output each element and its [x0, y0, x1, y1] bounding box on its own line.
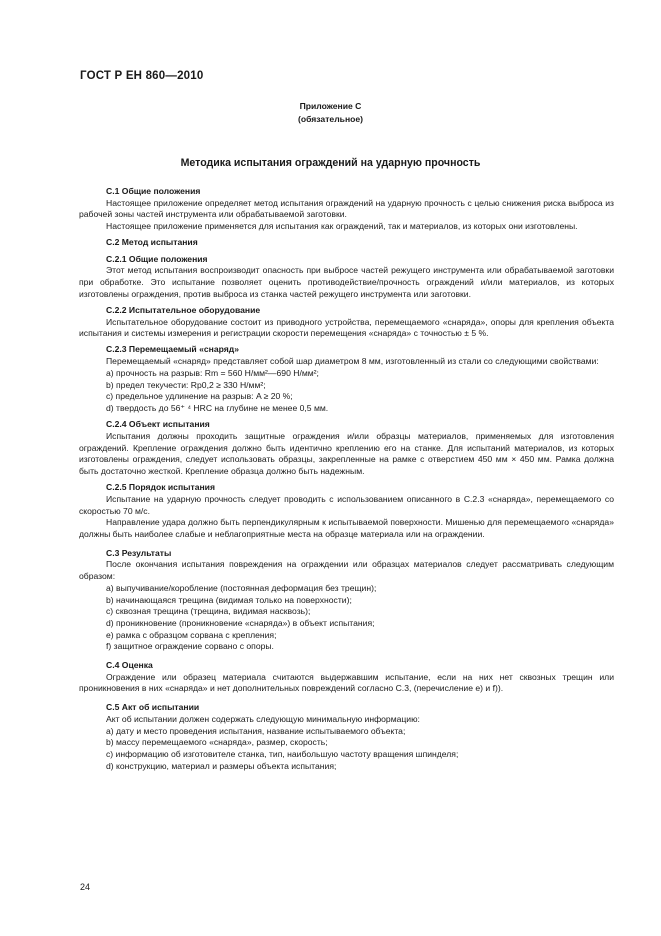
subsection-heading-c2-2: С.2.2 Испытательное оборудование — [106, 304, 261, 315]
list-item: f) защитное ограждение сорвано с опоры. — [106, 641, 274, 652]
paragraph: Этот метод испытания воспроизводит опасность при выбросе частей режущего инструмента или обрабатываемой заготовки при обработке. Это испытание позволяет оценить противодействие/прочность ограждений и/или материалов, из которых изготовлены ограждения, против выброса из станка частей режущего инструмента или заготовки. — [79, 265, 614, 299]
paragraph: Ограждение или образец материала считаются выдержавшим испытание, если на них нет сквозных трещин или проникновения в них «снаряда» и нет дополнительных повреждений согласно С.3, (перечисление е) и f)). — [79, 671, 614, 694]
list-item: c) сквозная трещина (трещина, видимая насквозь); — [106, 606, 311, 617]
list-item: d) проникновение (проникновение «снаряда») в объект испытания; — [106, 617, 375, 628]
list-item: b) предел текучести: Rp0,2 ≥ 330 Н/мм²; — [106, 379, 266, 390]
appendix-status: (обязательное) — [297, 114, 364, 124]
paragraph: После окончания испытания повреждения на ограждении или образцах материалов следует рассматривать следующим образом: — [79, 559, 614, 582]
list-item: b) массу перемещаемого «снаряда», размер, скорость; — [106, 737, 328, 748]
page-number: 24 — [80, 882, 91, 892]
section-heading-c3: С.3 Результаты — [106, 547, 172, 558]
subsection-heading-c2-3: С.2.3 Перемещаемый «снаряд» — [106, 344, 240, 355]
list-item: c) информацию об изготовителе станка, тип, наибольшую частоту вращения шпинделя; — [106, 748, 459, 759]
list-item: a) дату и место проведения испытания, название испытываемого объекта; — [106, 725, 406, 736]
paragraph: Испытание на ударную прочность следует проводить с использованием описанного в С.2.3 «снаряда», перемещаемого со скоростью 70 м/с. — [79, 493, 614, 516]
paragraph: Настоящее приложение определяет метод испытания ограждений на ударную прочность с целью снижения риска выброса из рабочей зоны частей инструмента или обрабатываемой заготовки. — [79, 197, 614, 220]
document-title: Методика испытания ограждений на ударную прочность — [180, 157, 481, 169]
paragraph: Направление удара должно быть перпендикулярным к испытываемой поверхности. Мишенью для перемещаемого «снаряда» должны быть наиболее слабые и неблагоприятные места на образце материала или на ограждении. — [79, 517, 614, 539]
list-item: d) конструкцию, материал и размеры объекта испытания; — [106, 760, 337, 771]
appendix-title: Приложение С — [299, 101, 362, 111]
section-heading-c5: С.5 Акт об испытании — [106, 702, 200, 713]
list-item: a) прочность на разрыв: Rm = 560 Н/мм²—690 Н/мм²; — [106, 367, 319, 378]
document-id: ГОСТ Р ЕН 860—2010 — [80, 70, 204, 82]
paragraph: Испытательное оборудование состоит из приводного устройства, перемещаемого «снаряда», опоры для крепления объекта испытания и системы измерения и регистрации скорости перемещения «снаряда» с точностью ± 5 %. — [79, 316, 614, 339]
section-heading-c1: С.1 Общие положения — [106, 186, 201, 196]
subsection-heading-c2-1: С.2.1 Общие положения — [106, 253, 208, 264]
paragraph: Настоящее приложение применяется для испытания как ограждений, так и материалов, из которых они изготовлены. — [106, 221, 578, 232]
list-item: d) твердость до 56⁺ ⁴ HRC на глубине не менее 0,5 мм. — [106, 402, 329, 413]
list-item: b) начинающаяся трещина (видимая только на поверхности); — [106, 594, 352, 605]
subsection-heading-c2-5: С.2.5 Порядок испытания — [106, 482, 215, 493]
list-item: c) предельное удлинение на разрыв: A ≥ 20 %; — [106, 391, 293, 402]
document-body — [79, 186, 614, 772]
subsection-heading-c2-4: С.2.4 Объект испытания — [106, 419, 210, 430]
paragraph: Испытания должны проходить защитные ограждения и/или образцы материалов, применяемых для изготовления ограждений. Крепление ограждения должно быть идентично креплению его на станке. Для испытаний материалов, из которых изготовлены ограждения, следует использовать образцы, закрепленные на рамке с отверстием 450 мм × 450 мм. Рамка должна быть достаточно жесткой. Крепление образца должно быть надежным. — [79, 430, 614, 476]
paragraph: Перемещаемый «снаряд» представляет собой шар диаметром 8 мм, изготовленный из стали со следующими свойствами: — [106, 356, 599, 367]
section-heading-c2: С.2 Метод испытания — [106, 237, 198, 248]
section-heading-c4: С.4 Оценка — [106, 660, 153, 671]
list-item: e) рамка с образцом сорвана с крепления; — [106, 629, 277, 640]
paragraph: Акт об испытании должен содержать следующую минимальную информацию: — [106, 713, 420, 724]
list-item: a) выпучивание/коробление (постоянная деформация без трещин); — [106, 582, 377, 593]
